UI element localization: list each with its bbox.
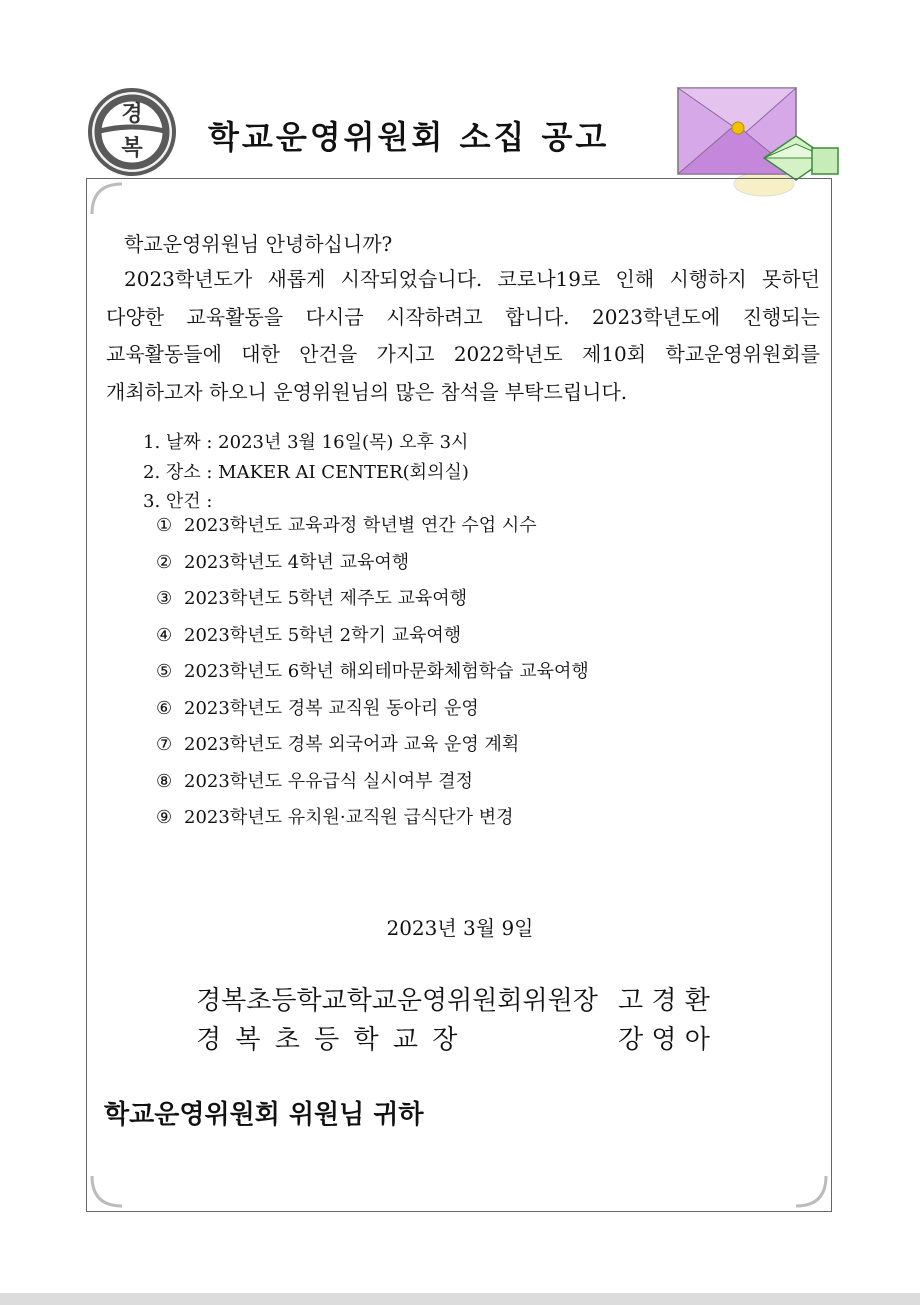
agenda-text: 2023학년도 경복 교직원 동아리 운영 [184,697,479,719]
agenda-number: ④ [156,624,173,646]
agenda-number: ② [156,551,173,573]
agenda-number: ⑦ [156,734,173,755]
closing-line: 학교운영위원회 위원님 귀하 [104,1100,424,1130]
chairperson-title: 경복초등학교학교운영위원회위원장 [196,986,598,1016]
agenda-item [156,768,589,805]
agenda-number: ⑧ [156,770,173,792]
corner-ornament-bottom-left [90,1174,124,1208]
corner-ornament-top-left [90,182,124,216]
page-bottom-band [0,1293,920,1305]
logo-char-top: 경 [121,102,143,127]
corner-ornament-bottom-right [794,1174,828,1208]
agenda-text: 2023학년도 교육과정 학년별 연간 수업 시수 [184,515,537,536]
agenda-text: 2023학년도 경복 외국어과 교육 운영 계획 [184,734,520,755]
agenda-text: 2023학년도 5학년 제주도 교육여행 [184,588,468,609]
agenda-item [156,695,589,732]
agenda-text: 2023학년도 유치원·교직원 급식단가 변경 [184,807,514,828]
chairperson-name: 고 경 환 [618,986,710,1016]
agenda-item [156,585,589,622]
agenda-number: ⑤ [156,661,173,682]
body-paragraph: 2023학년도가 새롭게 시작되었습니다. 코로나19로 인해 시행하지 못하던 다양한 교육활동을 다시금 시작하려고 합니다. 2023학년도에 진행되는 교육활동들에 대한 안건을 가지고 2022학년도 제10회 학교운영위원회를 개최하고자 하오니 운영위원님의 많은 참석을 부탁드립니다. [106,267,820,404]
agenda-text: 2023학년도 4학년 교육여행 [184,551,410,573]
agenda-number: ① [156,515,173,536]
greeting: 학교운영위원님 안녕하십니까? [124,232,393,256]
meeting-date: 1. 날짜 : 2023년 3월 16일(목) 오후 3시 [143,432,469,453]
principal-name: 강 영 아 [618,1025,710,1055]
agenda-item [156,658,589,695]
agenda-list [156,512,589,841]
agenda-item [156,622,589,659]
agenda-number: ⑨ [156,807,173,828]
agenda-item [156,549,589,586]
school-logo [86,86,178,178]
agenda-heading: 3. 안건 : [143,491,213,512]
principal-title: 경 복 초 등 학 교 장 [196,1025,458,1055]
agenda-text: 2023학년도 우유급식 실시여부 결정 [184,770,474,792]
agenda-item [156,731,589,768]
issue-date: 2023년 3월 9일 [386,916,534,940]
meeting-place: 2. 장소 : MAKER AI CENTER(회의실) [143,462,469,483]
agenda-item [156,804,589,841]
agenda-number: ⑥ [156,697,173,719]
page-title: 학교운영위원회 소집 공고 [208,118,610,156]
logo-char-bottom: 복 [121,136,143,161]
agenda-text: 2023학년도 5학년 2학기 교육여행 [184,624,462,646]
agenda-number: ③ [156,588,173,609]
agenda-text: 2023학년도 6학년 해외테마문화체험학습 교육여행 [184,661,589,682]
agenda-item [156,512,589,549]
